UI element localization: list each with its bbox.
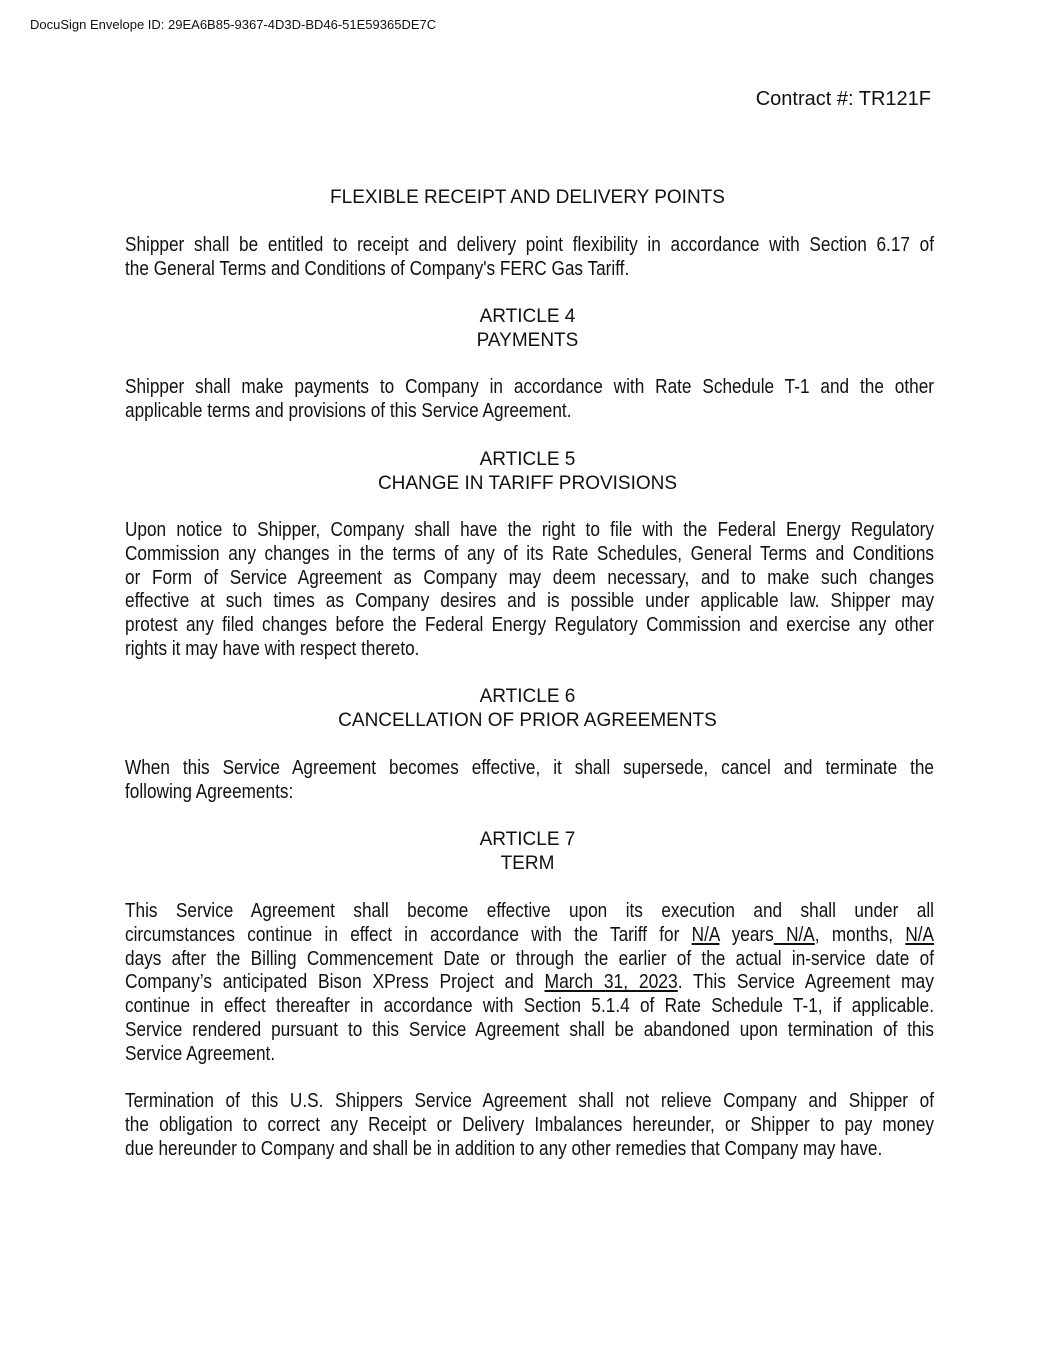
paragraph-line	[125, 543, 934, 567]
text-segment: effective at such times as Company desires and is possible under applicable law. Shipper may	[125, 590, 934, 613]
heading-line: FLEXIBLE RECEIPT AND DELIVERY POINTS	[330, 187, 725, 208]
text-segment: Termination of this U.S. Shippers Service Agreement shall not relieve Company and Shipper of	[125, 1090, 934, 1112]
paragraph-line	[125, 948, 934, 972]
line-text	[125, 781, 293, 805]
paragraph-line	[125, 400, 934, 424]
paragraph-line	[125, 234, 934, 258]
section-heading	[0, 685, 1055, 733]
paragraph-line	[125, 519, 934, 543]
filled-blank: March 31, 2023	[544, 971, 678, 994]
heading-line: ARTICLE 7	[479, 829, 576, 850]
line-text	[125, 1019, 934, 1043]
paragraph-line	[125, 971, 934, 995]
line-text	[125, 234, 934, 258]
text-segment: rights it may have with respect thereto.	[125, 637, 420, 660]
text-segment: the General Terms and Conditions of Company's FERC Gas Tariff.	[125, 257, 630, 280]
text-segment: the obligation to correct any Receipt or Delivery Imbalances hereunder, or Shipper to pay money	[125, 1113, 934, 1136]
heading-line: ARTICLE 5	[479, 449, 576, 470]
paragraph-line	[125, 1090, 934, 1114]
line-text	[125, 1090, 934, 1114]
text-segment: , months,	[814, 923, 906, 946]
contract-number: Contract #: TR121F	[755, 88, 931, 110]
heading-line: CANCELLATION OF PRIOR AGREEMENTS	[338, 710, 717, 731]
section-paragraph	[125, 376, 934, 424]
paragraph-line	[125, 590, 934, 614]
heading-line: ARTICLE 6	[479, 686, 576, 707]
text-segment: Shipper shall be entitled to receipt and delivery point flexibility in accordance with Section 6.17 of	[125, 234, 934, 256]
line-text	[125, 757, 934, 781]
line-text	[125, 614, 934, 638]
filled-blank: N/A	[691, 923, 720, 946]
line-text	[125, 971, 934, 995]
line-text	[125, 924, 934, 948]
filled-blank: N/A	[773, 923, 815, 946]
paragraph-line	[125, 995, 934, 1019]
text-segment: applicable terms and provisions of this Service Agreement.	[125, 399, 572, 422]
line-text	[125, 1043, 275, 1067]
section-heading	[0, 186, 1055, 210]
text-segment: protest any filed changes before the Federal Energy Regulatory Commission and exercise any other	[125, 614, 934, 637]
line-text	[125, 638, 419, 662]
paragraph-line	[125, 757, 934, 781]
text-segment: following Agreements:	[125, 780, 294, 803]
line-text	[125, 900, 934, 924]
paragraph-line	[125, 614, 934, 638]
line-text	[125, 1138, 882, 1162]
text-segment: When this Service Agreement becomes effective, it shall supersede, cancel and terminate the	[125, 757, 934, 779]
line-text	[125, 948, 934, 972]
text-segment: continue in effect thereafter in accordance with Section 5.1.4 of Rate Schedule T-1, if applicable.	[125, 995, 934, 1018]
paragraph-line	[125, 1138, 934, 1162]
section-heading	[0, 448, 1055, 496]
line-text	[125, 376, 934, 400]
section-heading	[0, 305, 1055, 353]
text-segment: . This Service Agreement may	[677, 971, 934, 994]
section-paragraph	[125, 1090, 934, 1161]
paragraph-line	[125, 567, 934, 591]
text-segment: due hereunder to Company and shall be in addition to any other remedies that Company may have.	[125, 1137, 883, 1160]
text-segment: Company’s anticipated Bison XPress Project and	[125, 971, 545, 994]
paragraph-line	[125, 376, 934, 400]
paragraph-line	[125, 924, 934, 948]
section-paragraph	[125, 757, 934, 805]
text-segment: Upon notice to Shipper, Company shall have the right to file with the Federal Energy Regulatory	[125, 519, 934, 541]
section-heading	[0, 828, 1055, 876]
paragraph-line	[125, 258, 934, 282]
text-segment: circumstances continue in effect in accordance with the Tariff for	[125, 923, 692, 946]
text-segment: Service rendered pursuant to this Service Agreement shall be abandoned upon termination of this	[125, 1018, 934, 1041]
paragraph-line	[125, 1019, 934, 1043]
heading-line: TERM	[500, 853, 555, 874]
section-paragraph	[125, 519, 934, 662]
paragraph-line	[125, 781, 934, 805]
section-paragraph	[125, 900, 934, 1067]
text-segment: days after the Billing Commencement Date or through the earlier of the actual in-service date of	[125, 947, 934, 970]
line-text	[125, 995, 934, 1019]
paragraph-line	[125, 638, 934, 662]
paragraph-line	[125, 1114, 934, 1138]
line-text	[125, 519, 934, 543]
section-paragraph	[125, 234, 934, 282]
text-segment: years	[719, 923, 774, 946]
heading-line: ARTICLE 4	[479, 306, 576, 327]
filled-blank: N/A	[905, 923, 934, 946]
text-segment: or Form of Service Agreement as Company may deem necessary, and to make such changes	[125, 566, 934, 589]
line-text	[125, 567, 934, 591]
heading-line: PAYMENTS	[476, 330, 579, 351]
paragraph-line	[125, 1043, 934, 1067]
text-segment: Shipper shall make payments to Company in accordance with Rate Schedule T-1 and the other	[125, 376, 934, 398]
line-text	[125, 590, 934, 614]
line-text	[125, 400, 571, 424]
text-segment: This Service Agreement shall become effective upon its execution and shall under all	[125, 900, 934, 922]
line-text	[125, 1114, 934, 1138]
text-segment: Commission any changes in the terms of any of its Rate Schedules, General Terms and Conditions	[125, 542, 934, 565]
text-segment: Service Agreement.	[125, 1042, 276, 1065]
paragraph-line	[125, 900, 934, 924]
line-text	[125, 258, 629, 282]
envelope-id: DocuSign Envelope ID: 29EA6B85-9367-4D3D-BD46-51E59365DE7C	[30, 17, 437, 32]
heading-line: CHANGE IN TARIFF PROVISIONS	[377, 473, 678, 494]
line-text	[125, 543, 934, 567]
